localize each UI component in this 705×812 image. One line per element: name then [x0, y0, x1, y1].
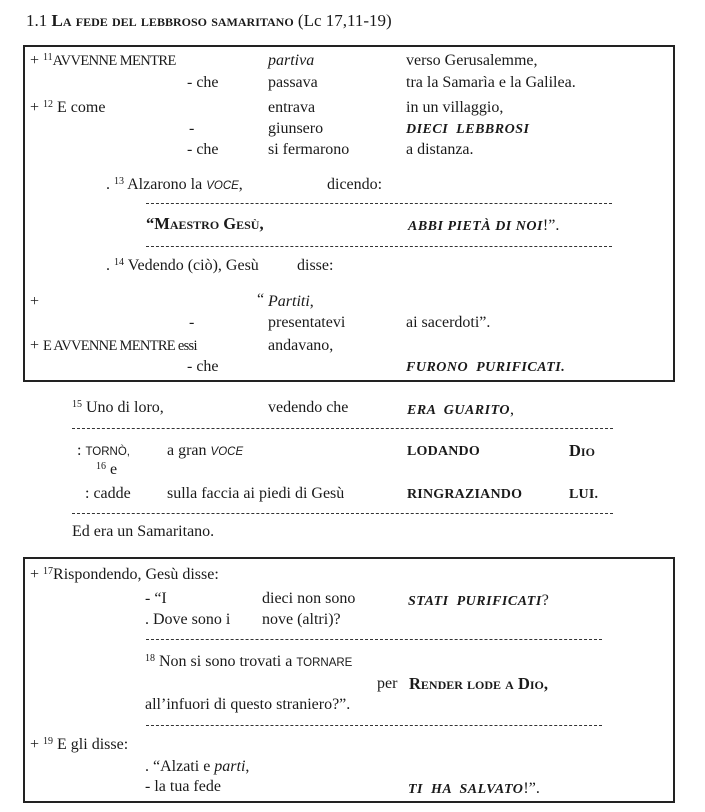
line-17	[30, 567, 219, 583]
section-number: 1.1	[26, 11, 48, 30]
verb: dicendo:	[327, 176, 383, 193]
verse-number: 19	[43, 736, 54, 747]
complement: in un villaggio,	[406, 99, 504, 116]
stati-purificati: STATI PURIFICATI	[408, 594, 542, 609]
verb: passava	[268, 74, 318, 91]
object: LUI.	[569, 487, 599, 502]
per: per	[377, 675, 398, 692]
partiti: Partiti	[268, 293, 310, 310]
purified-emphasis	[408, 593, 549, 609]
text: sulla faccia ai piedi di Gesù	[167, 485, 345, 502]
parti: parti	[214, 758, 246, 775]
verb: dieci non sono	[262, 590, 356, 607]
purified-emphasis: FURONO PURIFICATI.	[406, 360, 566, 375]
ti-ha-salvato: TI HA SALVATO	[408, 782, 524, 797]
comma: ,	[245, 758, 250, 775]
line-11	[30, 53, 176, 69]
abbi-pieta: ABBI PIETÀ DI NOI	[408, 219, 543, 234]
line-18	[145, 654, 352, 670]
verb: giunsero	[268, 120, 324, 137]
gerund: RINGRAZIANDO	[407, 487, 523, 502]
verse-number: 15	[72, 399, 82, 410]
colon-mark: :	[77, 442, 82, 459]
plus-mark: +	[30, 52, 40, 69]
verb: entrava	[268, 99, 316, 116]
lead-che: - che	[187, 141, 219, 158]
era-guarito: ERA GUARITO	[407, 403, 510, 418]
verse-number: 14	[114, 257, 124, 268]
gerund: LODANDO	[407, 444, 480, 459]
alzati: . “Alzati e	[145, 758, 211, 775]
plea-emphasis	[408, 218, 559, 234]
voce-emphasis: VOCE	[210, 446, 244, 458]
lead-dash: -	[189, 120, 195, 137]
verb: vedendo che	[268, 399, 349, 416]
structure-box-1	[23, 45, 675, 382]
verb: andavano,	[268, 337, 334, 354]
text: Non si sono trovati a	[159, 653, 293, 670]
plus-mark: +	[30, 736, 40, 753]
dot-mark: .	[106, 257, 110, 274]
lead-text: AVVENNE MENTRE	[52, 53, 176, 69]
a-gran: a gran	[167, 442, 207, 459]
lead-cadde: : cadde	[85, 485, 131, 502]
question-mark: ?	[541, 592, 549, 609]
object: Dio	[569, 441, 595, 460]
line-13	[106, 177, 243, 193]
verb	[268, 294, 314, 310]
maestro-gesu: “Maestro Gesù,	[146, 214, 264, 233]
line-14	[106, 258, 259, 274]
verse-number: 18	[145, 653, 155, 664]
dashed-divider	[72, 428, 613, 429]
text: Uno di loro,	[86, 399, 164, 416]
dot-mark: .	[106, 176, 110, 193]
page-title	[26, 12, 392, 29]
lead-text: E come	[57, 99, 106, 116]
line-19	[30, 737, 128, 753]
saved-emphasis	[408, 781, 540, 797]
verb: partiva	[268, 52, 315, 69]
plus-mark: +	[30, 566, 40, 583]
closing-quote: !”.	[542, 217, 560, 234]
dashed-divider	[146, 725, 602, 726]
text: all’infuori di questo straniero?”.	[145, 696, 351, 713]
tornare-emphasis: TORNARE	[296, 657, 353, 669]
verse-number: 11	[43, 52, 53, 63]
line-plea	[146, 216, 264, 233]
closing-remark: Ed era un Samaritano.	[72, 523, 215, 540]
verb: presentatevi	[268, 314, 346, 331]
comma: ,	[510, 401, 514, 418]
verb: disse:	[297, 257, 334, 274]
lead-dash: -	[189, 314, 195, 331]
dashed-divider	[146, 203, 612, 204]
text	[167, 443, 243, 459]
complement: verso Gerusalemme,	[406, 52, 538, 69]
comma: ,	[238, 176, 243, 193]
line-torno	[77, 443, 130, 459]
line-12	[30, 100, 105, 116]
healed-emphasis	[407, 402, 514, 418]
line-15	[72, 400, 164, 416]
complement: ai sacerdoti”.	[406, 314, 491, 331]
verse-number: 17	[43, 566, 54, 577]
verse-number: 12	[43, 99, 54, 110]
lead-che: - che	[187, 74, 219, 91]
closing-quote: !”.	[523, 780, 540, 797]
comma: ,	[309, 293, 314, 310]
text: Alzarono la	[127, 176, 203, 193]
dashed-divider	[146, 639, 602, 640]
dashed-divider	[146, 246, 612, 247]
torno-emphasis: TORNÒ,	[85, 446, 130, 458]
text: e	[110, 461, 118, 478]
lead: - “I	[145, 590, 167, 607]
plus-mark: +	[30, 293, 40, 310]
verse-number: 16	[96, 461, 106, 472]
verse-number: 13	[114, 176, 124, 187]
voce-emphasis: VOCE	[206, 180, 239, 192]
line-alzati	[145, 759, 249, 775]
lead: . Dove sono i	[145, 611, 231, 628]
complement: a distanza.	[406, 141, 474, 158]
section-title: La fede del lebbroso samaritano	[51, 11, 294, 30]
text: Vedendo (ciò), Gesù	[127, 257, 259, 274]
verb: si fermarono	[268, 141, 350, 158]
complement: tra la Samarìa e la Galilea.	[406, 74, 576, 91]
text: E gli disse:	[57, 736, 129, 753]
verb: nove (altri)?	[262, 611, 341, 628]
open-quote: “	[257, 291, 265, 308]
dashed-divider	[72, 513, 613, 514]
line-16	[96, 462, 117, 478]
line-avvenne	[30, 338, 197, 354]
lead: - la tua fede	[145, 778, 221, 795]
scripture-reference: (Lc 17,11-19)	[297, 11, 392, 30]
plus-mark: +	[30, 337, 40, 354]
lead-che: - che	[187, 358, 219, 375]
text: Rispondendo, Gesù disse:	[53, 566, 219, 583]
subject-emphasis: DIECI LEBBROSI	[406, 122, 530, 137]
praise-emphasis: Render lode a Dio,	[409, 674, 549, 693]
plus-mark: +	[30, 99, 40, 116]
lead-text: E AVVENNE MENTRE essi	[43, 338, 197, 354]
